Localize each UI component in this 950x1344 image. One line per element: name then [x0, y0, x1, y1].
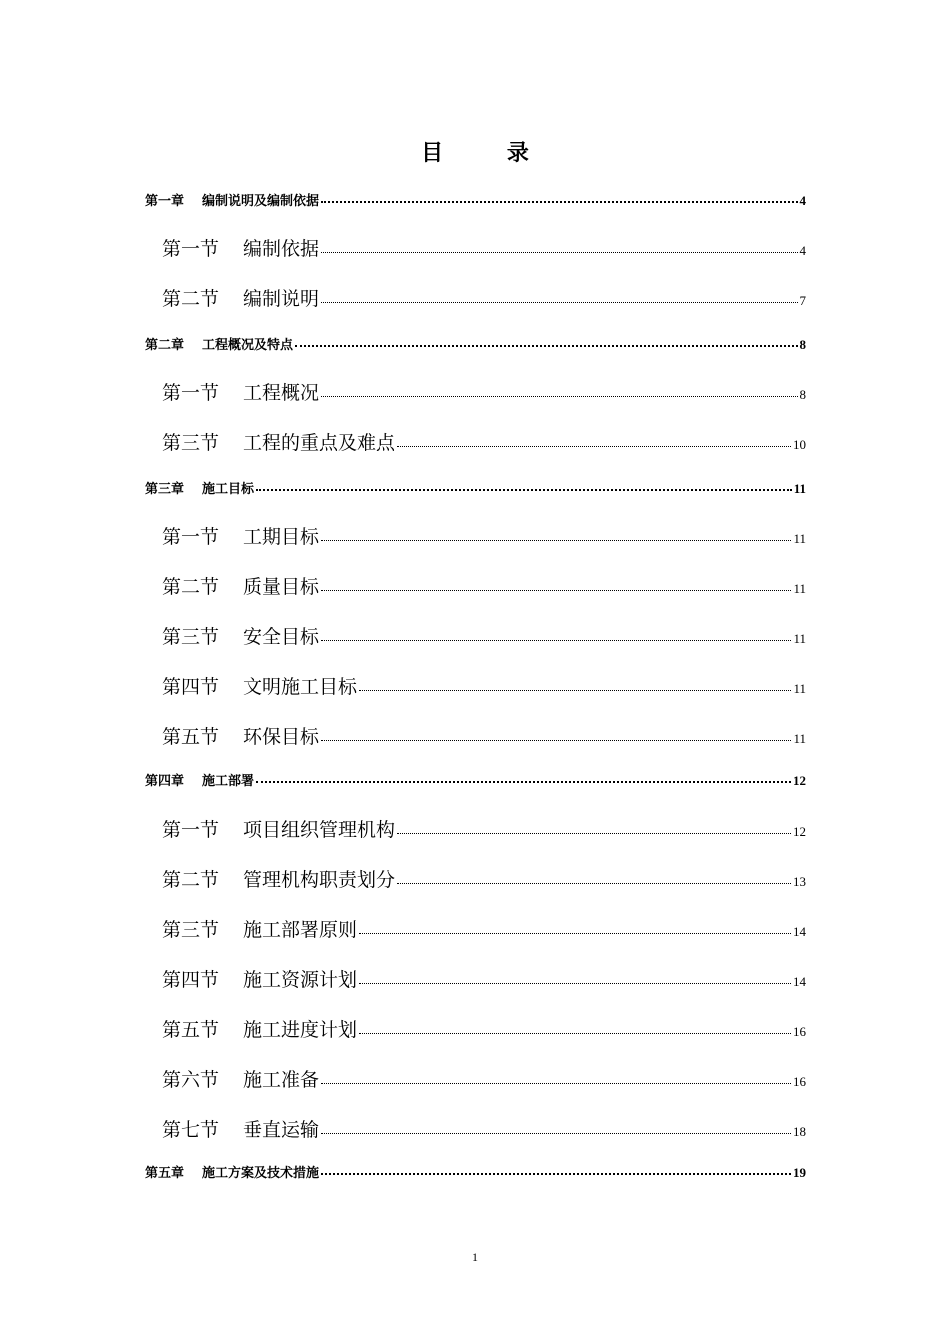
toc-entry-page: 19 [793, 1165, 806, 1180]
toc-entry-page: 11 [793, 481, 806, 496]
toc-section-entry[interactable] [162, 815, 806, 842]
toc-dot-leader [397, 446, 791, 447]
toc-dot-leader [321, 252, 797, 253]
toc-dot-leader [321, 1173, 791, 1175]
toc-dot-leader [359, 933, 791, 934]
toc-entry-title: 施工准备 [243, 1069, 320, 1091]
toc-section-entry[interactable] [162, 622, 806, 649]
toc-entry-number: 第六节 [162, 1069, 220, 1091]
toc-section-entry[interactable] [162, 1115, 806, 1142]
toc-section-entry[interactable] [162, 234, 806, 261]
toc-entry-number: 第四节 [162, 676, 220, 698]
toc-section-entry[interactable] [162, 722, 806, 749]
toc-entry-title: 施工方案及技术措施 [202, 1166, 320, 1181]
toc-dot-leader [321, 1083, 791, 1084]
toc-entry-title: 编制说明 [243, 288, 320, 310]
toc-section-entry[interactable] [162, 1065, 806, 1092]
toc-entry-number: 第二节 [162, 869, 220, 891]
toc-dot-leader [321, 396, 797, 397]
page-number: 1 [472, 1250, 478, 1264]
toc-section-entry[interactable] [162, 915, 806, 942]
toc-entry-title: 工程概况 [243, 382, 320, 404]
toc-chapter-entry[interactable] [145, 770, 806, 789]
toc-entry-title: 管理机构职责划分 [243, 869, 396, 891]
toc-chapter-entry[interactable] [145, 190, 806, 209]
toc-section-entry[interactable] [162, 865, 806, 892]
toc-entry-page: 7 [799, 293, 806, 308]
toc-dot-leader [359, 690, 791, 691]
toc-entry-number: 第一节 [162, 819, 220, 841]
toc-entry-page: 16 [793, 1074, 806, 1089]
toc-entry-page: 11 [793, 581, 806, 596]
toc-entry-number: 第三节 [162, 432, 220, 454]
toc-dot-leader [321, 1133, 791, 1134]
toc-section-entry[interactable] [162, 428, 806, 455]
toc-entry-page: 11 [793, 631, 806, 646]
toc-entry-page: 4 [799, 193, 806, 208]
toc-section-entry[interactable] [162, 522, 806, 549]
toc-entry-number: 第四节 [162, 969, 220, 991]
toc-entry-number: 第三章 [145, 482, 185, 497]
toc-entry-number: 第一章 [145, 194, 185, 209]
toc-dot-leader [256, 489, 792, 491]
toc-entry-title: 施工部署 [202, 774, 255, 789]
toc-entry-page: 16 [793, 1024, 806, 1039]
toc-entry-title: 编制说明及编制依据 [202, 194, 320, 209]
toc-entry-number: 第三节 [162, 626, 220, 648]
toc-entry-page: 10 [793, 437, 806, 452]
toc-dot-leader [321, 640, 791, 641]
toc-entry-title: 编制依据 [243, 238, 320, 260]
toc-entry-title: 质量目标 [243, 576, 320, 598]
toc-entry-number: 第二章 [145, 338, 185, 353]
toc-chapter-entry[interactable] [145, 1162, 806, 1181]
toc-section-entry[interactable] [162, 1015, 806, 1042]
toc-entry-title: 施工进度计划 [243, 1019, 358, 1041]
toc-entry-number: 第五节 [162, 726, 220, 748]
toc-entry-page: 4 [799, 243, 806, 258]
toc-entry-page: 8 [799, 337, 806, 352]
toc-entry-number: 第五章 [145, 1166, 185, 1181]
toc-entry-page: 11 [793, 531, 806, 546]
toc-section-entry[interactable] [162, 378, 806, 405]
toc-entry-title: 施工目标 [202, 482, 255, 497]
toc-entry-number: 第二节 [162, 576, 220, 598]
toc-dot-leader [397, 833, 791, 834]
toc-entry-number: 第二节 [162, 288, 220, 310]
toc-entry-title: 工程的重点及难点 [243, 432, 396, 454]
toc-entry-number: 第一节 [162, 238, 220, 260]
toc-dot-leader [295, 345, 797, 347]
toc-entry-page: 12 [793, 773, 806, 788]
toc-entry-page: 14 [793, 924, 806, 939]
toc-entry-page: 18 [793, 1124, 806, 1139]
toc-entry-page: 14 [793, 974, 806, 989]
toc-section-entry[interactable] [162, 672, 806, 699]
toc-dot-leader [359, 983, 791, 984]
toc-dot-leader [397, 883, 791, 884]
toc-entry-number: 第五节 [162, 1019, 220, 1041]
toc-dot-leader [256, 781, 791, 783]
toc-entry-number: 第四章 [145, 774, 185, 789]
toc-entry-title: 工期目标 [243, 526, 320, 548]
toc-entry-title: 施工资源计划 [243, 969, 358, 991]
toc-section-entry[interactable] [162, 965, 806, 992]
toc-entry-number: 第七节 [162, 1119, 220, 1141]
toc-dot-leader [321, 740, 791, 741]
toc-dot-leader [321, 590, 791, 591]
toc-dot-leader [321, 201, 797, 203]
toc-entry-page: 11 [793, 681, 806, 696]
toc-chapter-entry[interactable] [145, 334, 806, 353]
toc-entry-title: 环保目标 [243, 726, 320, 748]
toc-entry-page: 8 [799, 387, 806, 402]
toc-entry-title: 工程概况及特点 [202, 338, 294, 353]
toc-entry-number: 第一节 [162, 526, 220, 548]
toc-dot-leader [321, 302, 797, 303]
toc-entry-page: 13 [793, 874, 806, 889]
toc-section-entry[interactable] [162, 284, 806, 311]
toc-entry-title: 施工部署原则 [243, 919, 358, 941]
toc-dot-leader [359, 1033, 791, 1034]
toc-entry-page: 11 [793, 731, 806, 746]
toc-entry-title: 文明施工目标 [243, 676, 358, 698]
toc-entry-title: 垂直运输 [243, 1119, 320, 1141]
toc-section-entry[interactable] [162, 572, 806, 599]
toc-entry-page: 12 [793, 824, 806, 839]
toc-entry-number: 第一节 [162, 382, 220, 404]
toc-dot-leader [321, 540, 791, 541]
toc-entry-number: 第三节 [162, 919, 220, 941]
toc-entry-title: 安全目标 [243, 626, 320, 648]
toc-entry-title: 项目组织管理机构 [243, 819, 396, 841]
toc-chapter-entry[interactable] [145, 478, 806, 497]
toc-title: 目 录 [421, 141, 557, 166]
